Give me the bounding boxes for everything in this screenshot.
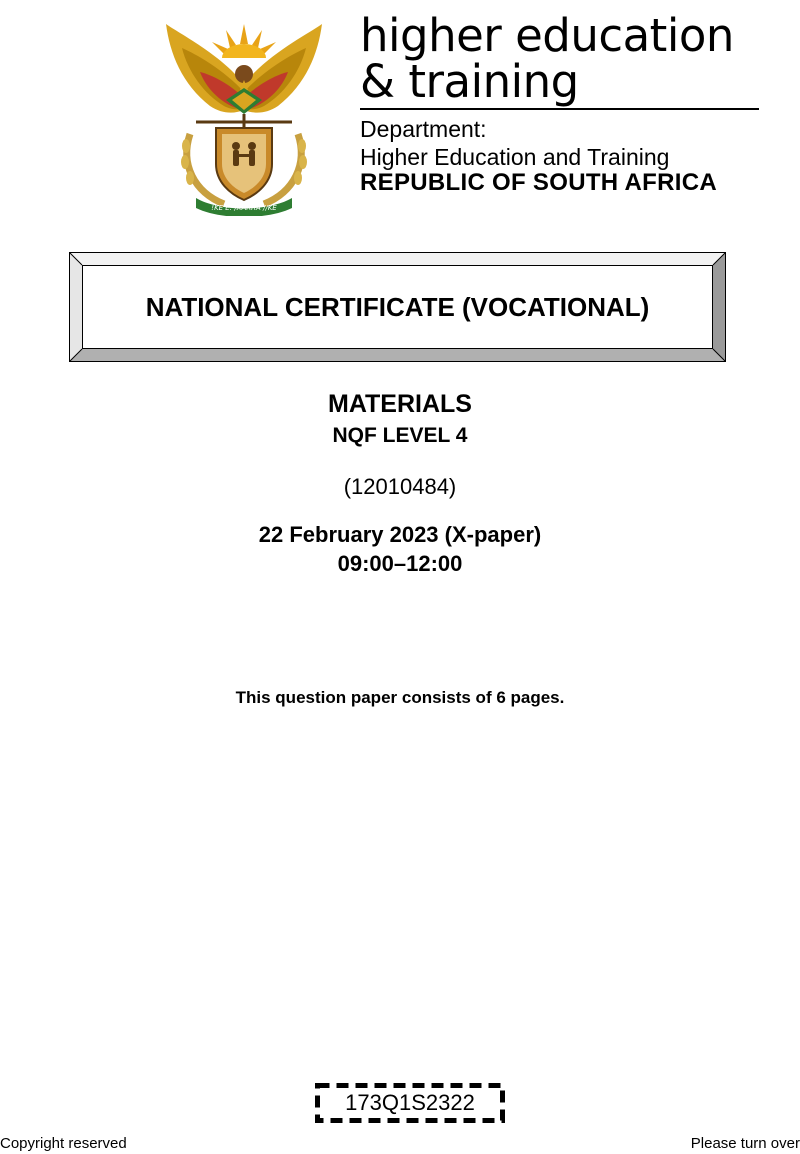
- serial-number-box: [315, 1083, 505, 1123]
- country-name: REPUBLIC OF SOUTH AFRICA: [360, 169, 717, 196]
- brand-title-line1: higher education: [360, 9, 734, 62]
- exam-time: 09:00–12:00: [337, 551, 463, 576]
- brand-divider: [360, 108, 759, 110]
- nqf-level: NQF LEVEL 4: [332, 424, 468, 447]
- brand-title-line2: & training: [360, 55, 579, 108]
- subject-code: (12010484): [343, 474, 457, 499]
- serial-number: 173Q1S2322: [345, 1090, 475, 1115]
- certificate-title-box: [69, 252, 726, 362]
- copyright-footer: Copyright reserved: [0, 1135, 127, 1152]
- turn-over-footer: Please turn over: [690, 1135, 800, 1152]
- department-label: Department:: [360, 116, 487, 142]
- page-count-note: This question paper consists of 6 pages.: [235, 688, 565, 707]
- department-name: Higher Education and Training: [360, 144, 670, 170]
- certificate-title: NATIONAL CERTIFICATE (VOCATIONAL): [145, 291, 650, 322]
- exam-date: 22 February 2023 (X-paper): [258, 522, 542, 547]
- motto-text: !KE E: /XARRA //KE: [211, 204, 277, 212]
- coat-of-arms-emblem: [160, 14, 328, 216]
- subject-title: MATERIALS: [328, 390, 472, 418]
